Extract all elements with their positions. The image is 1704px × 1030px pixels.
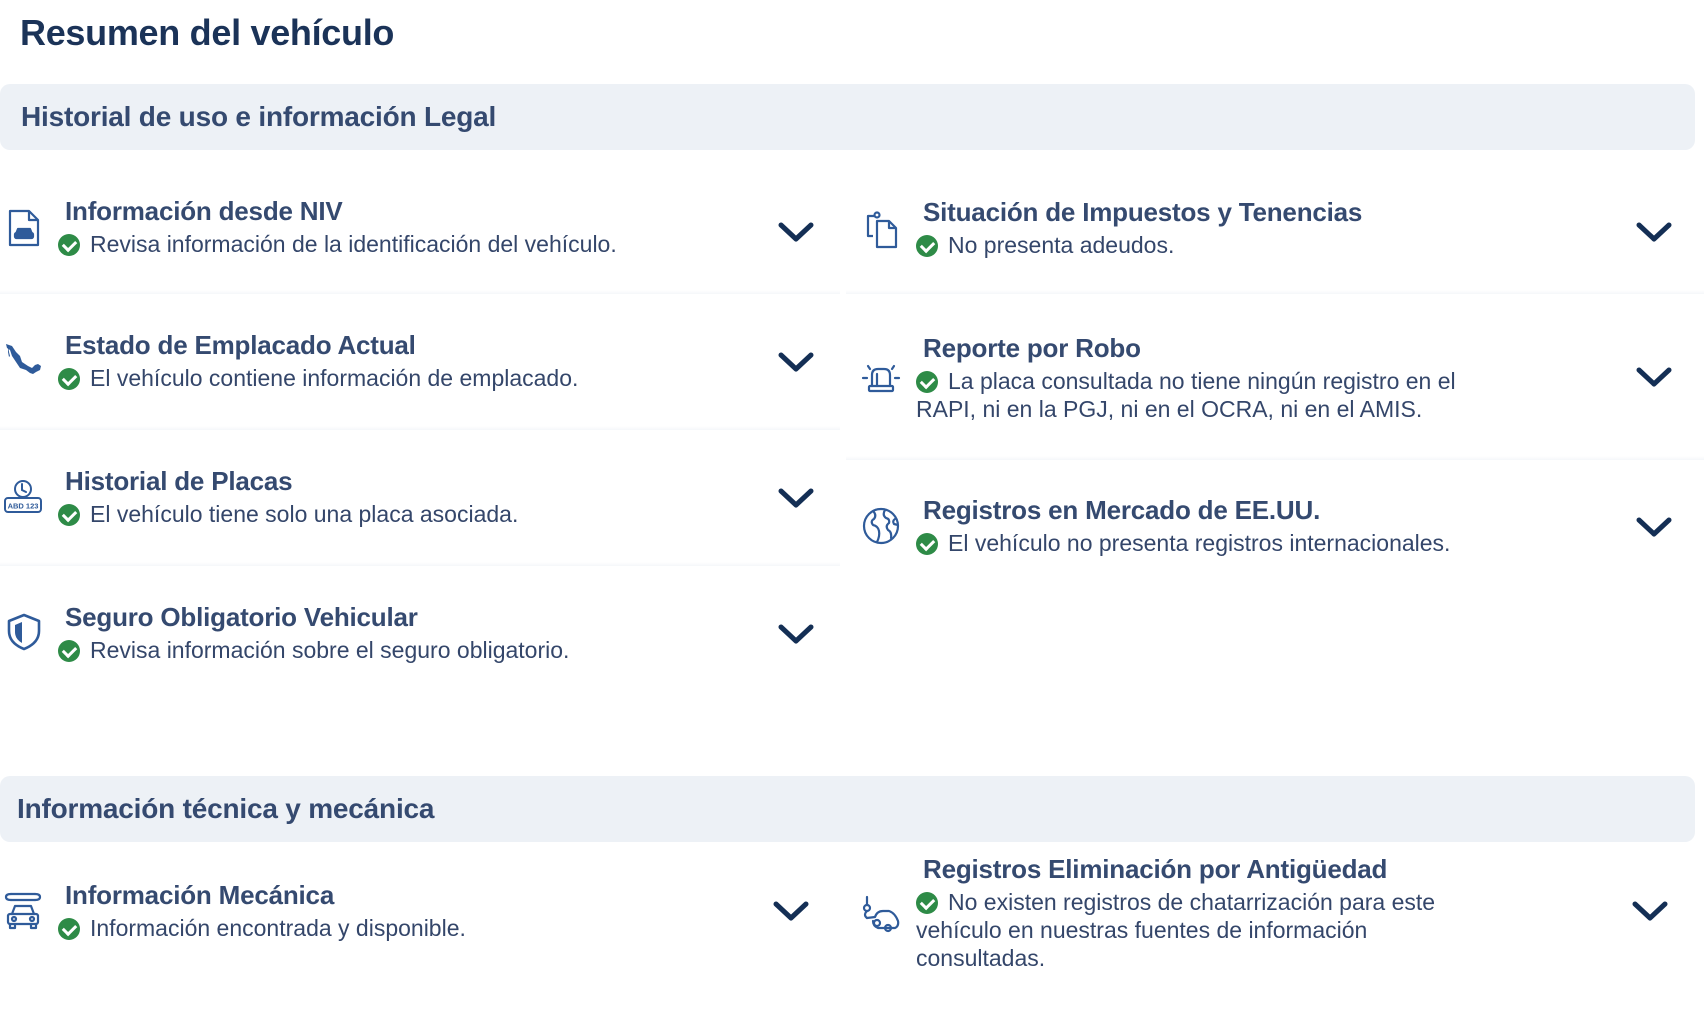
- check-circle-icon: [58, 918, 80, 940]
- globe-icon: [861, 506, 901, 546]
- item-estado-emplacado[interactable]: [0, 298, 840, 430]
- tow-car-icon: [861, 895, 901, 935]
- chevron-down-icon[interactable]: [776, 483, 816, 513]
- chevron-down-icon[interactable]: [1634, 362, 1674, 392]
- item-title: Registros Eliminación por Antigüedad: [923, 854, 1388, 884]
- chevron-down-icon[interactable]: [776, 347, 816, 377]
- shield-icon: [4, 612, 44, 652]
- chevron-down-icon[interactable]: [1634, 217, 1674, 247]
- item-title: Estado de Emplacado Actual: [65, 330, 416, 360]
- item-impuestos-tenencias[interactable]: [846, 170, 1704, 294]
- item-description: [58, 364, 758, 392]
- chevron-down-icon[interactable]: [771, 896, 811, 926]
- plate-history-icon: [3, 478, 43, 518]
- row-divider: [0, 426, 840, 430]
- check-circle-icon: [58, 640, 80, 662]
- item-description: [916, 231, 1476, 259]
- chevron-down-icon[interactable]: [776, 217, 816, 247]
- item-title: Registros en Mercado de EE.UU.: [923, 495, 1321, 525]
- item-title: Reporte por Robo: [923, 333, 1141, 363]
- item-description: [916, 888, 1476, 972]
- section-header-legal: [0, 84, 1695, 150]
- chevron-down-icon[interactable]: [1630, 896, 1670, 926]
- item-informacion-niv[interactable]: [0, 170, 840, 294]
- siren-icon: [861, 356, 901, 396]
- item-description-text: Revisa información sobre el seguro obligatorio.: [90, 637, 570, 663]
- item-description: [916, 529, 1576, 557]
- item-description-text: El vehículo tiene solo una placa asociada.: [90, 501, 519, 527]
- item-description: [58, 636, 758, 664]
- item-description-text: No existen registros de chatarrización para este vehículo en nuestras fuentes de información consultadas.: [916, 889, 1436, 971]
- document-car-icon: [4, 208, 44, 248]
- check-circle-icon: [58, 368, 80, 390]
- item-description: [58, 230, 758, 258]
- item-informacion-mecanica[interactable]: [0, 850, 840, 970]
- check-circle-icon: [916, 235, 938, 257]
- item-title: Historial de Placas: [65, 466, 293, 496]
- check-circle-icon: [58, 504, 80, 526]
- chevron-down-icon[interactable]: [776, 619, 816, 649]
- section-title: Información técnica y mecánica: [17, 793, 435, 824]
- mexico-map-icon: [4, 338, 44, 378]
- item-historial-placas[interactable]: [0, 434, 840, 566]
- item-description-text: El vehículo contiene información de emplacado.: [90, 365, 579, 391]
- item-description: [58, 500, 758, 528]
- item-description-text: No presenta adeudos.: [948, 232, 1175, 258]
- item-title: Información Mecánica: [65, 880, 335, 910]
- copy-documents-icon: [863, 210, 903, 250]
- chevron-down-icon[interactable]: [1634, 512, 1674, 542]
- row-divider: [0, 562, 840, 566]
- check-circle-icon: [58, 234, 80, 256]
- item-title: Situación de Impuestos y Tenencias: [923, 197, 1363, 227]
- item-description-text: La placa consultada no tiene ningún registro en el RAPI, ni en la PGJ, ni en el OCRA, ni en el AMIS.: [916, 368, 1456, 422]
- row-divider: [0, 290, 840, 294]
- svg-text:ABD 123: ABD 123: [7, 501, 39, 511]
- item-title: Seguro Obligatorio Vehicular: [65, 602, 418, 632]
- item-reporte-robo[interactable]: [846, 298, 1704, 460]
- section-title: Historial de uso e información Legal: [21, 101, 497, 132]
- item-description: [916, 367, 1496, 423]
- row-divider: [846, 456, 1704, 460]
- check-circle-icon: [916, 892, 938, 914]
- section-header-tecnica: [0, 776, 1695, 842]
- item-mercado-eeuu[interactable]: [846, 464, 1704, 592]
- item-description-text: Revisa información de la identificación del vehículo.: [90, 231, 617, 257]
- item-seguro-obligatorio[interactable]: [0, 570, 840, 700]
- page-title: Resumen del vehículo: [20, 12, 395, 53]
- row-divider: [846, 290, 1704, 294]
- check-circle-icon: [916, 371, 938, 393]
- check-circle-icon: [916, 533, 938, 555]
- item-description-text: Información encontrada y disponible.: [90, 915, 466, 941]
- wrench-car-icon: [3, 890, 43, 930]
- item-eliminacion-antiguedad[interactable]: [846, 850, 1704, 980]
- item-title: Información desde NIV: [65, 196, 343, 226]
- item-description: [58, 914, 758, 942]
- item-description-text: El vehículo no presenta registros internacionales.: [948, 530, 1451, 556]
